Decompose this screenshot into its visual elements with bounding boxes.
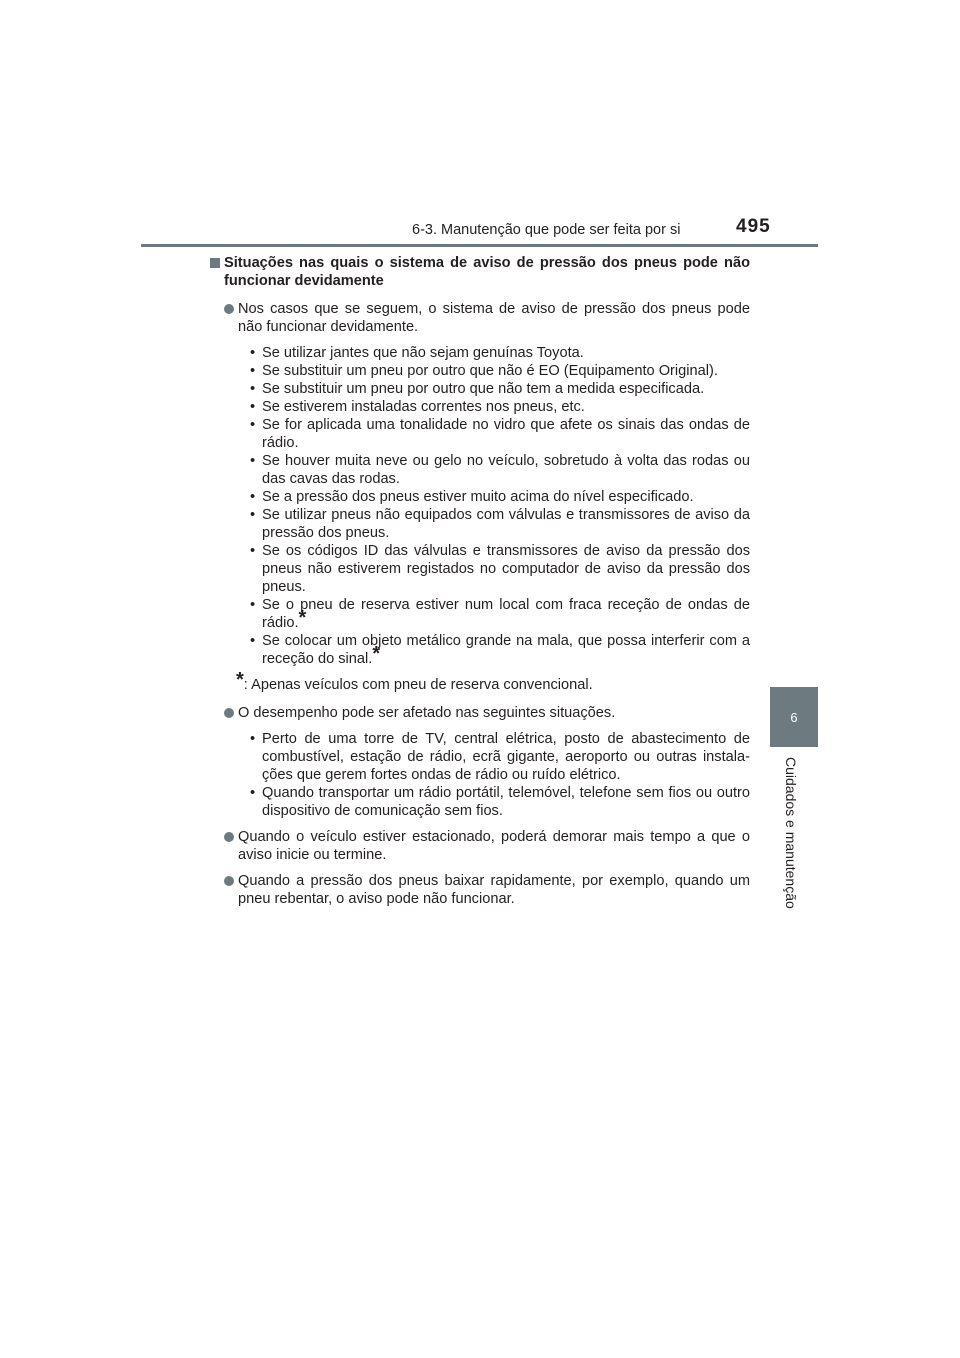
list-item-text: Se o pneu de reserva estiver num local com fraca receção de ondas de rádio.	[262, 597, 750, 631]
bullet-paragraph	[210, 704, 750, 722]
list-item: • Perto de uma torre de TV, central elétrica, posto de abastecimento de combustível, estação de rádio, ecrã gigante, aeroporto ou outras instala-ções que gerem fortes ondas de rádio ou ruído elétrico.	[250, 730, 750, 784]
list-item: • Se houver muita neve ou gelo no veículo, sobretudo à volta das rodas ou das cavas das rodas.	[250, 452, 750, 488]
list-item-text: Se colocar um objeto metálico grande na mala, que possa interferir com a receção do sinal.	[262, 633, 750, 667]
footnote-text: : Apenas veículos com pneu de reserva convencional.	[243, 677, 593, 693]
square-bullet-icon	[210, 258, 220, 268]
list-item: • Se substituir um pneu por outro que não tem a medida especificada.	[250, 380, 750, 398]
sub-list	[210, 344, 750, 668]
list-item	[250, 632, 750, 668]
chapter-label: Cuidados e manutenção	[783, 757, 799, 909]
bullet-paragraph	[210, 828, 750, 864]
list-item	[250, 596, 750, 632]
circle-bullet-icon	[224, 708, 234, 718]
section-heading	[210, 254, 750, 290]
list-item: • Se substituir um pneu por outro que não é EO (Equipamento Original).	[250, 362, 750, 380]
bullet-text: Nos casos que se seguem, o sistema de aviso de pressão dos pneus pode não funcionar devidamente.	[238, 301, 750, 335]
list-item: • Quando transportar um rádio portátil, telemóvel, telefone sem fios ou outro dispositivo de comunicação sem fios.	[250, 784, 750, 820]
circle-bullet-icon	[224, 832, 234, 842]
list-item: • Se utilizar jantes que não sejam genuínas Toyota.	[250, 344, 750, 362]
footnote	[210, 669, 750, 694]
list-item: • Se utilizar pneus não equipados com válvulas e transmissores de aviso da pressão dos pneus.	[250, 506, 750, 542]
bullet-paragraph	[210, 300, 750, 336]
circle-bullet-icon	[224, 876, 234, 886]
section-heading-text: Situações nas quais o sistema de aviso de pressão dos pneus pode não funcionar devidamente	[224, 255, 750, 289]
bullet-text: O desempenho pode ser afetado nas seguintes situações.	[238, 705, 616, 721]
chapter-tab	[770, 687, 818, 747]
header-section-title: 6-3. Manutenção que pode ser feita por si	[412, 222, 681, 238]
bullet-paragraph	[210, 872, 750, 908]
bullet-text: Quando a pressão dos pneus baixar rapidamente, por exemplo, quando um pneu rebentar, o aviso pode não funcionar.	[238, 873, 750, 907]
circle-bullet-icon	[224, 304, 234, 314]
asterisk-mark: *	[372, 643, 381, 665]
list-item: • Se for aplicada uma tonalidade no vidro que afete os sinais das ondas de rádio.	[250, 416, 750, 452]
chapter-number: 6	[790, 709, 798, 725]
list-item: • Se a pressão dos pneus estiver muito acima do nível especificado.	[250, 488, 750, 506]
bullet-text: Quando o veículo estiver estacionado, poderá demorar mais tempo a que o aviso inicie ou termine.	[238, 829, 750, 863]
header-rule	[141, 244, 818, 247]
list-item: • Se estiverem instaladas correntes nos pneus, etc.	[250, 398, 750, 416]
asterisk-mark: *	[236, 669, 244, 691]
list-item: • Se os códigos ID das válvulas e transmissores de aviso da pressão dos pneus não estiverem registados no computador de aviso da pressão dos pneus.	[250, 542, 750, 596]
sub-list	[210, 730, 750, 820]
page-number: 495	[736, 216, 771, 237]
page-content	[210, 254, 750, 916]
asterisk-mark: *	[298, 607, 307, 629]
